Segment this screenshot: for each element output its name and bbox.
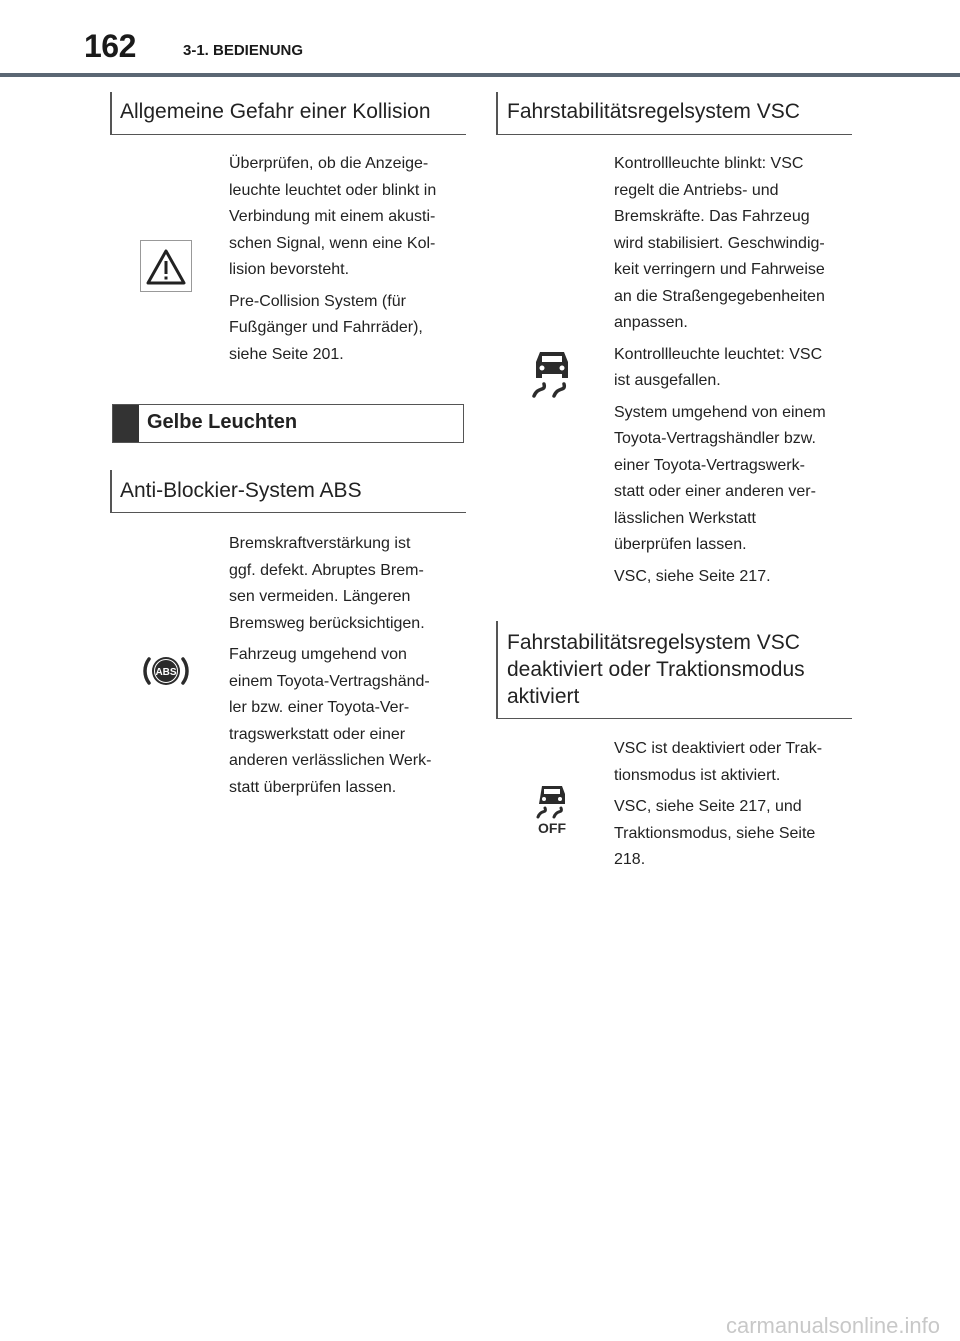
vsc-off-paragraph-2 <box>614 794 854 874</box>
text-line: 218. <box>614 851 646 868</box>
text-line: VSC, siehe Seite 217, und <box>614 798 802 815</box>
heading-line: aktiviert <box>507 685 580 708</box>
text-line: VSC ist deaktiviert oder Trak- <box>614 740 823 757</box>
vsc-skid-icon <box>530 348 574 402</box>
section-rule <box>110 134 466 135</box>
vsc-off-paragraph-1 <box>614 736 854 789</box>
vsc-text <box>614 151 854 595</box>
vsc-off-icon-label: OFF <box>538 820 566 836</box>
text-line: Traktionsmodus, siehe Seite <box>614 824 816 842</box>
section-bar <box>496 621 498 719</box>
text-line: überprüfen lassen. <box>614 536 747 553</box>
text-line: siehe Seite 201. <box>229 345 344 363</box>
vsc-paragraph-2 <box>614 342 854 395</box>
abs-paragraph-2 <box>229 642 469 801</box>
vsc-paragraph-1 <box>614 151 854 337</box>
text-line: Pre-Collision System (für <box>229 292 406 310</box>
text-line: Fahrzeug umgehend von <box>229 646 407 663</box>
text-line: Kontrollleuchte leuchtet: VSC <box>614 345 823 363</box>
section-bar <box>496 92 498 135</box>
vsc-paragraph-4 <box>614 564 854 591</box>
text-line: Verbindung mit einem akusti- <box>229 208 436 225</box>
yellow-lights-heading <box>112 404 464 443</box>
text-line: Überprüfen, ob die Anzeige- <box>229 155 429 172</box>
text-line: einer Toyota-Vertragswerk- <box>614 456 805 474</box>
collision-heading: Allgemeine Gefahr einer Kollision <box>120 100 431 123</box>
text-line: an die Straßengegebenheiten <box>614 287 825 305</box>
text-line: anpassen. <box>614 314 688 331</box>
warning-triangle-icon <box>140 240 192 292</box>
section-rule <box>110 512 466 513</box>
text-line: regelt die Antriebs- und <box>614 181 779 199</box>
vsc-off-heading <box>507 629 805 710</box>
text-line: anderen verlässlichen Werk- <box>229 752 432 769</box>
abs-paragraph-1 <box>229 531 469 637</box>
section-bar <box>110 470 112 513</box>
text-line: ler bzw. einer Toyota-Ver- <box>229 699 410 716</box>
vsc-off-text <box>614 736 854 879</box>
vsc-off-icon <box>532 784 572 836</box>
chapter-title: 3-1. BEDIENUNG <box>183 42 304 59</box>
text-line: Bremskräfte. Das Fahrzeug <box>614 208 810 225</box>
text-line: schen Signal, wenn eine Kol- <box>229 234 436 252</box>
text-line: einem Toyota-Vertragshänd- <box>229 672 430 690</box>
text-line: statt überprüfen lassen. <box>229 778 397 796</box>
collision-text <box>229 151 469 373</box>
text-line: tragswerkstatt oder einer <box>229 725 406 743</box>
abs-text <box>229 531 469 806</box>
text-line: tionsmodus ist aktiviert. <box>614 766 781 784</box>
collision-paragraph-2 <box>229 289 469 369</box>
section-rule <box>496 718 852 719</box>
abs-icon-label: ABS <box>155 667 177 678</box>
header-rule <box>0 73 960 77</box>
yellow-lights-label: Gelbe Leuchten <box>147 411 298 433</box>
text-line: Toyota-Vertragshändler bzw. <box>614 430 816 447</box>
collision-paragraph-1 <box>229 151 469 284</box>
section-rule <box>496 134 852 135</box>
text-line: leuchte leuchtet oder blinkt in <box>229 181 437 199</box>
text-line: Fußgänger und Fahrräder), <box>229 319 423 336</box>
text-line: System umgehend von einem <box>614 403 826 421</box>
text-line: keit verringern und Fahrweise <box>614 261 825 278</box>
text-line: VSC, siehe Seite 217. <box>614 567 771 585</box>
vsc-paragraph-3 <box>614 400 854 559</box>
text-line: lässlichen Werkstatt <box>614 509 756 527</box>
section-bar <box>110 92 112 135</box>
text-line: ggf. defekt. Abruptes Brem- <box>229 561 424 579</box>
text-line: ist ausgefallen. <box>614 372 721 389</box>
abs-heading: Anti-Blockier-System ABS <box>120 479 362 502</box>
text-line: lision bevorsteht. <box>229 261 350 278</box>
heading-tab <box>113 405 139 442</box>
heading-line: Fahrstabilitätsregelsystem VSC <box>507 631 800 654</box>
text-line: Bremskraftverstärkung ist <box>229 535 411 552</box>
text-line: Kontrollleuchte blinkt: VSC <box>614 155 804 172</box>
abs-icon <box>140 645 192 697</box>
text-line: wird stabilisiert. Geschwindig- <box>614 234 825 252</box>
text-line: Bremsweg berücksichtigen. <box>229 614 425 632</box>
vsc-heading: Fahrstabilitätsregelsystem VSC <box>507 100 800 123</box>
page-number: 162 <box>84 28 136 64</box>
watermark: carmanualsonline.info <box>725 1313 940 1338</box>
heading-line: deaktiviert oder Traktionsmodus <box>507 658 805 681</box>
text-line: statt oder einer anderen ver- <box>614 483 816 500</box>
text-line: sen vermeiden. Längeren <box>229 588 411 605</box>
